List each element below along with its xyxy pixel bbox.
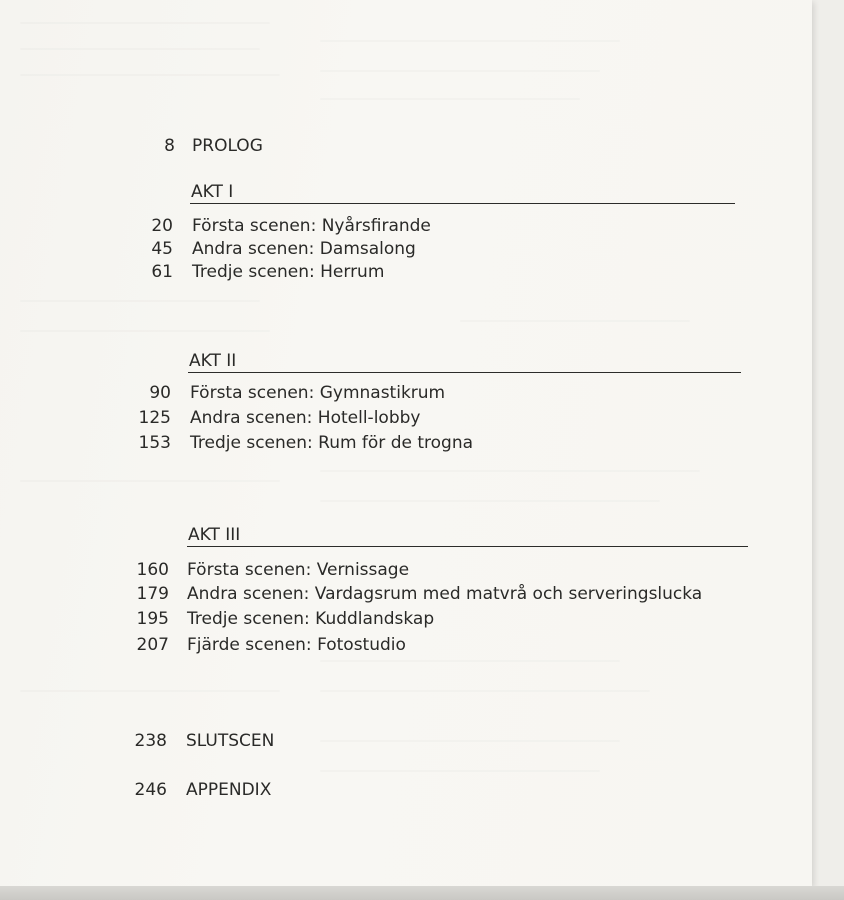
page-number: 61 <box>151 262 173 282</box>
entry-title: Tredje scenen: Kuddlandskap <box>187 609 435 629</box>
page-number: 125 <box>138 408 171 428</box>
entry-title: Andra scenen: Hotell-lobby <box>190 408 421 428</box>
page-number: 20 <box>151 216 173 236</box>
entry-title: Andra scenen: Damsalong <box>192 239 416 259</box>
page-number: 179 <box>136 584 169 604</box>
entry-title: PROLOG <box>192 136 263 156</box>
act-rule-1 <box>190 203 735 204</box>
act-heading-3: AKT III <box>188 525 241 545</box>
entry-title: Tredje scenen: Herrum <box>192 262 385 282</box>
act-rule-2 <box>188 372 741 373</box>
page-number: 8 <box>164 136 175 156</box>
entry-title: Första scenen: Vernissage <box>187 560 410 580</box>
page-edge <box>0 886 844 900</box>
entry-title: Fjärde scenen: Fotostudio <box>187 635 406 655</box>
page-number: 153 <box>138 433 171 453</box>
entry-title: Första scenen: Nyårsfirande <box>192 216 431 236</box>
entry-title: Första scenen: Gymnastikrum <box>190 383 446 403</box>
entry-title: Tredje scenen: Rum för de trogna <box>190 433 474 453</box>
page-number: 238 <box>134 731 167 751</box>
page-number: 246 <box>134 780 167 800</box>
page-number: 195 <box>136 609 169 629</box>
entry-title: SLUTSCEN <box>186 731 275 751</box>
page-number: 90 <box>149 383 171 403</box>
entry-title: Andra scenen: Vardagsrum med matvrå och serveringslucka <box>187 584 703 604</box>
page-number: 207 <box>136 635 169 655</box>
act-heading-1: AKT I <box>191 182 234 202</box>
act-heading-2: AKT II <box>189 351 237 371</box>
entry-title: APPENDIX <box>186 780 272 800</box>
page-number: 160 <box>136 560 169 580</box>
act-rule-3 <box>187 546 748 547</box>
page-number: 45 <box>151 239 173 259</box>
